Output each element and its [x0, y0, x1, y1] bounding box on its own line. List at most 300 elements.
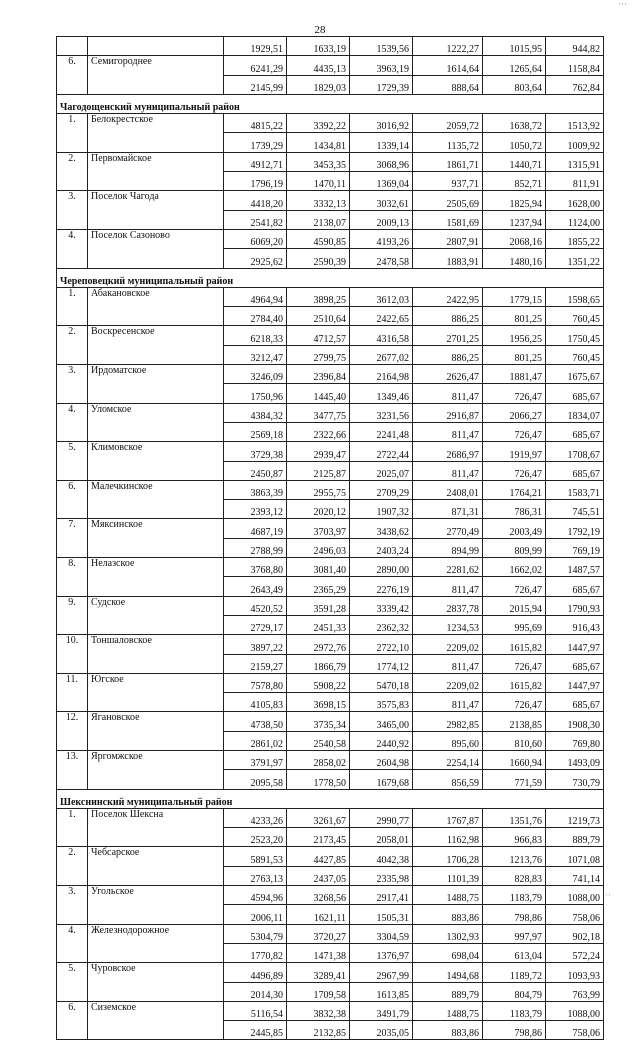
value-cell: 889,79: [413, 982, 483, 1001]
value-cell: 2523,20: [224, 828, 287, 847]
value-cell: 1621,11: [287, 905, 350, 924]
value-cell: 3768,80: [224, 558, 287, 577]
value-cell: 1219,73: [546, 808, 604, 827]
table-row: [57, 924, 604, 943]
table-body: [57, 37, 604, 1040]
table-row: [57, 152, 604, 171]
value-cell: 995,69: [483, 615, 546, 634]
table-row: [57, 750, 604, 769]
page-number: 28: [314, 24, 326, 36]
value-cell: 1189,72: [483, 963, 546, 982]
table-row: [57, 229, 604, 248]
value-cell: 1790,93: [546, 596, 604, 615]
value-cell: 2095,58: [224, 770, 287, 789]
value-cell: 2403,24: [350, 538, 413, 557]
value-cell: 2807,91: [413, 229, 483, 248]
value-cell: 6241,29: [224, 56, 287, 75]
value-cell: 3289,41: [287, 963, 350, 982]
value-cell: 1539,56: [350, 37, 413, 56]
value-cell: 2982,85: [413, 712, 483, 731]
value-cell: 2450,87: [224, 461, 287, 480]
value-cell: 4520,52: [224, 596, 287, 615]
value-cell: 2590,39: [287, 249, 350, 268]
section-row: [57, 94, 604, 113]
value-cell: 1638,72: [483, 114, 546, 133]
value-cell: 1351,76: [483, 808, 546, 827]
value-cell: 1493,09: [546, 750, 604, 769]
value-cell: 2365,29: [287, 577, 350, 596]
value-cell: 2643,49: [224, 577, 287, 596]
value-cell: 4712,57: [287, 326, 350, 345]
value-cell: 4964,94: [224, 287, 287, 306]
value-cell: 809,99: [483, 538, 546, 557]
value-cell: 1434,81: [287, 133, 350, 152]
value-cell: 2059,72: [413, 114, 483, 133]
value-cell: 3032,61: [350, 191, 413, 210]
table-row: [57, 963, 604, 982]
section-row: [57, 268, 604, 287]
value-cell: 1662,02: [483, 558, 546, 577]
value-cell: 1796,19: [224, 172, 287, 191]
value-cell: 1088,00: [546, 1001, 604, 1020]
value-cell: 4427,85: [287, 847, 350, 866]
value-cell: 902,18: [546, 924, 604, 943]
value-cell: 2763,13: [224, 866, 287, 885]
value-cell: 1866,79: [287, 654, 350, 673]
value-cell: 760,45: [546, 307, 604, 326]
value-cell: 4815,22: [224, 114, 287, 133]
value-cell: 2916,87: [413, 403, 483, 422]
value-cell: 685,67: [546, 693, 604, 712]
value-cell: 1488,75: [413, 1001, 483, 1020]
row-number-cell: 3.: [57, 365, 88, 404]
value-cell: 811,47: [413, 422, 483, 441]
settlement-name-cell: Железнодорожное: [88, 924, 224, 963]
value-cell: 1487,57: [546, 558, 604, 577]
value-cell: 2209,02: [413, 635, 483, 654]
value-cell: 3703,97: [287, 519, 350, 538]
value-cell: 944,82: [546, 37, 604, 56]
value-cell: 698,04: [413, 943, 483, 962]
value-cell: 1162,98: [413, 828, 483, 847]
value-cell: 1302,93: [413, 924, 483, 943]
value-cell: 4738,50: [224, 712, 287, 731]
value-cell: 2066,27: [483, 403, 546, 422]
value-cell: 895,60: [413, 731, 483, 750]
value-cell: 1050,72: [483, 133, 546, 152]
value-cell: 730,79: [546, 770, 604, 789]
value-cell: 1265,64: [483, 56, 546, 75]
settlement-name-cell: Первомайское: [88, 152, 224, 191]
settlement-name-cell: Поселок Чагода: [88, 191, 224, 230]
table-row: [57, 673, 604, 692]
value-cell: 2722,10: [350, 635, 413, 654]
value-cell: 1369,04: [350, 172, 413, 191]
value-cell: 7578,80: [224, 673, 287, 692]
value-cell: 760,45: [546, 345, 604, 364]
table-row: [57, 808, 604, 827]
row-number-cell: 1.: [57, 808, 88, 847]
value-cell: 2362,32: [350, 615, 413, 634]
value-cell: 726,47: [483, 577, 546, 596]
scan-mark: ' ' ': [602, 893, 610, 901]
value-cell: 2015,94: [483, 596, 546, 615]
value-cell: 2972,76: [287, 635, 350, 654]
value-cell: 2510,64: [287, 307, 350, 326]
value-cell: 3729,38: [224, 442, 287, 461]
value-cell: 1237,94: [483, 210, 546, 229]
table-row: [57, 635, 604, 654]
value-cell: 2173,45: [287, 828, 350, 847]
value-cell: 2132,85: [287, 1021, 350, 1040]
value-cell: 1471,38: [287, 943, 350, 962]
settlement-name-cell: Уломское: [88, 403, 224, 442]
value-cell: 2009,13: [350, 210, 413, 229]
value-cell: 871,31: [413, 500, 483, 519]
value-cell: 801,25: [483, 307, 546, 326]
value-cell: 2540,58: [287, 731, 350, 750]
settlement-name-cell: Воскресенское: [88, 326, 224, 365]
row-number-cell: 11.: [57, 673, 88, 712]
value-cell: 1764,21: [483, 480, 546, 499]
value-cell: 1445,40: [287, 384, 350, 403]
value-cell: 3491,79: [350, 1001, 413, 1020]
row-number-cell: 9.: [57, 596, 88, 635]
value-cell: 2393,12: [224, 500, 287, 519]
value-cell: 2068,16: [483, 229, 546, 248]
value-cell: 2729,17: [224, 615, 287, 634]
value-cell: 771,59: [483, 770, 546, 789]
value-cell: 685,67: [546, 384, 604, 403]
value-cell: 2035,05: [350, 1021, 413, 1040]
value-cell: 2722,44: [350, 442, 413, 461]
settlement-name-cell: Семигороднее: [88, 56, 224, 95]
value-cell: 1213,76: [483, 847, 546, 866]
value-cell: 1158,84: [546, 56, 604, 75]
value-cell: 1628,00: [546, 191, 604, 210]
value-cell: 5470,18: [350, 673, 413, 692]
row-number-cell: 8.: [57, 558, 88, 597]
value-cell: 769,80: [546, 731, 604, 750]
value-cell: 1581,69: [413, 210, 483, 229]
table-row: [57, 37, 604, 56]
row-number-cell: 5.: [57, 442, 88, 481]
value-cell: 2967,99: [350, 963, 413, 982]
settlement-name-cell: Чебсарское: [88, 847, 224, 886]
value-cell: 726,47: [483, 422, 546, 441]
value-cell: 769,19: [546, 538, 604, 557]
value-cell: 1615,82: [483, 673, 546, 692]
value-cell: 2858,02: [287, 750, 350, 769]
table-row: [57, 847, 604, 866]
table-row: [57, 191, 604, 210]
value-cell: 894,99: [413, 538, 483, 557]
table-row: [57, 480, 604, 499]
value-cell: 2003,49: [483, 519, 546, 538]
value-cell: 4316,58: [350, 326, 413, 345]
value-cell: 762,84: [546, 75, 604, 94]
value-cell: 1708,67: [546, 442, 604, 461]
value-cell: 2799,75: [287, 345, 350, 364]
value-cell: 2788,99: [224, 538, 287, 557]
value-cell: 2254,14: [413, 750, 483, 769]
row-number-cell: 3.: [57, 191, 88, 230]
value-cell: 2422,65: [350, 307, 413, 326]
value-cell: 4193,26: [350, 229, 413, 248]
value-cell: 758,06: [546, 905, 604, 924]
value-cell: 1093,93: [546, 963, 604, 982]
value-cell: 1750,96: [224, 384, 287, 403]
value-cell: 4496,89: [224, 963, 287, 982]
value-cell: 2006,11: [224, 905, 287, 924]
row-number-cell: 4.: [57, 924, 88, 963]
row-number-cell: 6.: [57, 1001, 88, 1040]
table-row: [57, 558, 604, 577]
value-cell: 1488,75: [413, 886, 483, 905]
value-cell: 966,83: [483, 828, 546, 847]
value-cell: 2159,27: [224, 654, 287, 673]
value-cell: 798,86: [483, 1021, 546, 1040]
value-cell: 1660,94: [483, 750, 546, 769]
value-cell: 1739,29: [224, 133, 287, 152]
value-cell: 2955,75: [287, 480, 350, 499]
value-cell: 1513,92: [546, 114, 604, 133]
value-cell: 2861,02: [224, 731, 287, 750]
value-cell: 1440,71: [483, 152, 546, 171]
value-cell: 1234,53: [413, 615, 483, 634]
value-cell: 685,67: [546, 577, 604, 596]
value-cell: 613,04: [483, 943, 546, 962]
value-cell: 4435,13: [287, 56, 350, 75]
value-cell: 1825,94: [483, 191, 546, 210]
settlement-name-cell: Судское: [88, 596, 224, 635]
value-cell: 811,47: [413, 654, 483, 673]
value-cell: 685,67: [546, 461, 604, 480]
value-cell: 3212,47: [224, 345, 287, 364]
value-cell: 1929,51: [224, 37, 287, 56]
value-cell: 1907,32: [350, 500, 413, 519]
value-cell: 997,97: [483, 924, 546, 943]
value-cell: 1908,30: [546, 712, 604, 731]
value-cell: 2445,85: [224, 1021, 287, 1040]
value-cell: 1315,91: [546, 152, 604, 171]
value-cell: 3453,35: [287, 152, 350, 171]
value-cell: 2241,48: [350, 422, 413, 441]
value-cell: 803,64: [483, 75, 546, 94]
value-cell: 4384,32: [224, 403, 287, 422]
value-cell: 3698,15: [287, 693, 350, 712]
value-cell: 3304,59: [350, 924, 413, 943]
value-cell: 888,64: [413, 75, 483, 94]
value-cell: 2686,97: [413, 442, 483, 461]
value-cell: 3465,00: [350, 712, 413, 731]
value-cell: 786,31: [483, 500, 546, 519]
district-heading: Шекснинский муниципальный район: [57, 789, 604, 808]
value-cell: 4912,71: [224, 152, 287, 171]
settlement-name-cell: Малечкинское: [88, 480, 224, 519]
value-cell: 1706,28: [413, 847, 483, 866]
value-cell: 3898,25: [287, 287, 350, 306]
value-cell: 2440,92: [350, 731, 413, 750]
value-cell: 1774,12: [350, 654, 413, 673]
value-cell: 572,24: [546, 943, 604, 962]
value-cell: 3081,40: [287, 558, 350, 577]
value-cell: 5116,54: [224, 1001, 287, 1020]
value-cell: 4687,19: [224, 519, 287, 538]
row-number-cell: [57, 37, 88, 56]
settlement-name-cell: Ирдоматское: [88, 365, 224, 404]
value-cell: 2784,40: [224, 307, 287, 326]
value-cell: 1792,19: [546, 519, 604, 538]
settlement-name-cell: Яргомжское: [88, 750, 224, 789]
value-cell: 1614,64: [413, 56, 483, 75]
value-cell: 1729,39: [350, 75, 413, 94]
value-cell: 801,25: [483, 345, 546, 364]
value-cell: 3791,97: [224, 750, 287, 769]
row-number-cell: 1.: [57, 287, 88, 326]
value-cell: 2058,01: [350, 828, 413, 847]
value-cell: 1183,79: [483, 886, 546, 905]
district-heading: Череповецкий муниципальный район: [57, 268, 604, 287]
value-cell: 883,86: [413, 905, 483, 924]
value-cell: 685,67: [546, 654, 604, 673]
value-cell: 4233,26: [224, 808, 287, 827]
value-cell: 1447,97: [546, 673, 604, 692]
table-row: [57, 712, 604, 731]
section-row: [57, 789, 604, 808]
value-cell: 2125,87: [287, 461, 350, 480]
value-cell: 1750,45: [546, 326, 604, 345]
value-cell: 2990,77: [350, 808, 413, 827]
settlement-name-cell: Ягановское: [88, 712, 224, 751]
value-cell: 1778,50: [287, 770, 350, 789]
value-cell: 3068,96: [350, 152, 413, 171]
value-cell: 916,43: [546, 615, 604, 634]
value-cell: 3863,39: [224, 480, 287, 499]
value-cell: 2604,98: [350, 750, 413, 769]
value-cell: 886,25: [413, 345, 483, 364]
row-number-cell: 2.: [57, 847, 88, 886]
value-cell: 3231,56: [350, 403, 413, 422]
value-cell: 3261,67: [287, 808, 350, 827]
value-cell: 2281,62: [413, 558, 483, 577]
value-cell: 2335,98: [350, 866, 413, 885]
value-cell: 1101,39: [413, 866, 483, 885]
value-cell: 1183,79: [483, 1001, 546, 1020]
value-cell: 5891,53: [224, 847, 287, 866]
value-cell: 3591,28: [287, 596, 350, 615]
value-cell: 1222,27: [413, 37, 483, 56]
value-cell: 2025,07: [350, 461, 413, 480]
row-number-cell: 4.: [57, 403, 88, 442]
value-cell: 2451,33: [287, 615, 350, 634]
settlement-name-cell: Тоншаловское: [88, 635, 224, 674]
value-cell: 1015,95: [483, 37, 546, 56]
value-cell: 811,47: [413, 384, 483, 403]
value-cell: 811,91: [546, 172, 604, 191]
value-cell: 2925,62: [224, 249, 287, 268]
value-cell: 2890,00: [350, 558, 413, 577]
district-heading: Чагодощенский муниципальный район: [57, 94, 604, 113]
value-cell: 1480,16: [483, 249, 546, 268]
scan-mark: ' ' ': [618, 2, 626, 10]
value-cell: 3575,83: [350, 693, 413, 712]
value-cell: 1351,22: [546, 249, 604, 268]
value-cell: 1505,31: [350, 905, 413, 924]
value-cell: 3016,92: [350, 114, 413, 133]
value-cell: 745,51: [546, 500, 604, 519]
settlement-name-cell: Климовское: [88, 442, 224, 481]
value-cell: 2322,66: [287, 422, 350, 441]
value-cell: 2138,85: [483, 712, 546, 731]
value-cell: 3735,34: [287, 712, 350, 731]
value-cell: 2437,05: [287, 866, 350, 885]
value-cell: 1124,00: [546, 210, 604, 229]
value-cell: 2626,47: [413, 365, 483, 384]
value-cell: 1633,19: [287, 37, 350, 56]
value-cell: 3268,56: [287, 886, 350, 905]
value-cell: 4594,96: [224, 886, 287, 905]
value-cell: 1494,68: [413, 963, 483, 982]
value-cell: 2837,78: [413, 596, 483, 615]
value-cell: 4105,83: [224, 693, 287, 712]
value-cell: 937,71: [413, 172, 483, 191]
value-cell: 2505,69: [413, 191, 483, 210]
value-cell: 1339,14: [350, 133, 413, 152]
value-cell: 1675,67: [546, 365, 604, 384]
value-cell: 798,86: [483, 905, 546, 924]
value-cell: 1919,97: [483, 442, 546, 461]
settlement-name-cell: Поселок Шексна: [88, 808, 224, 847]
row-number-cell: 10.: [57, 635, 88, 674]
value-cell: 2014,30: [224, 982, 287, 1001]
value-cell: 3438,62: [350, 519, 413, 538]
value-cell: 3332,13: [287, 191, 350, 210]
table-row: [57, 365, 604, 384]
value-cell: 2422,95: [413, 287, 483, 306]
value-cell: 2541,82: [224, 210, 287, 229]
table-row: [57, 886, 604, 905]
value-cell: 2939,47: [287, 442, 350, 461]
value-cell: 4590,85: [287, 229, 350, 248]
row-number-cell: 5.: [57, 963, 88, 1002]
value-cell: 1613,85: [350, 982, 413, 1001]
value-cell: 3339,42: [350, 596, 413, 615]
value-cell: 1583,71: [546, 480, 604, 499]
value-cell: 1470,11: [287, 172, 350, 191]
value-cell: 2677,02: [350, 345, 413, 364]
value-cell: 1071,08: [546, 847, 604, 866]
settlement-name-cell: Чуровское: [88, 963, 224, 1002]
value-cell: 2276,19: [350, 577, 413, 596]
value-cell: 5908,22: [287, 673, 350, 692]
value-cell: 726,47: [483, 461, 546, 480]
value-cell: 6069,20: [224, 229, 287, 248]
value-cell: 3720,27: [287, 924, 350, 943]
tariff-table: [56, 36, 604, 1040]
value-cell: 726,47: [483, 384, 546, 403]
value-cell: 2408,01: [413, 480, 483, 499]
value-cell: 2770,49: [413, 519, 483, 538]
value-cell: 1376,97: [350, 943, 413, 962]
value-cell: 3832,38: [287, 1001, 350, 1020]
value-cell: 2164,98: [350, 365, 413, 384]
row-number-cell: 7.: [57, 519, 88, 558]
value-cell: 810,60: [483, 731, 546, 750]
value-cell: 2396,84: [287, 365, 350, 384]
row-number-cell: 13.: [57, 750, 88, 789]
value-cell: 1598,65: [546, 287, 604, 306]
